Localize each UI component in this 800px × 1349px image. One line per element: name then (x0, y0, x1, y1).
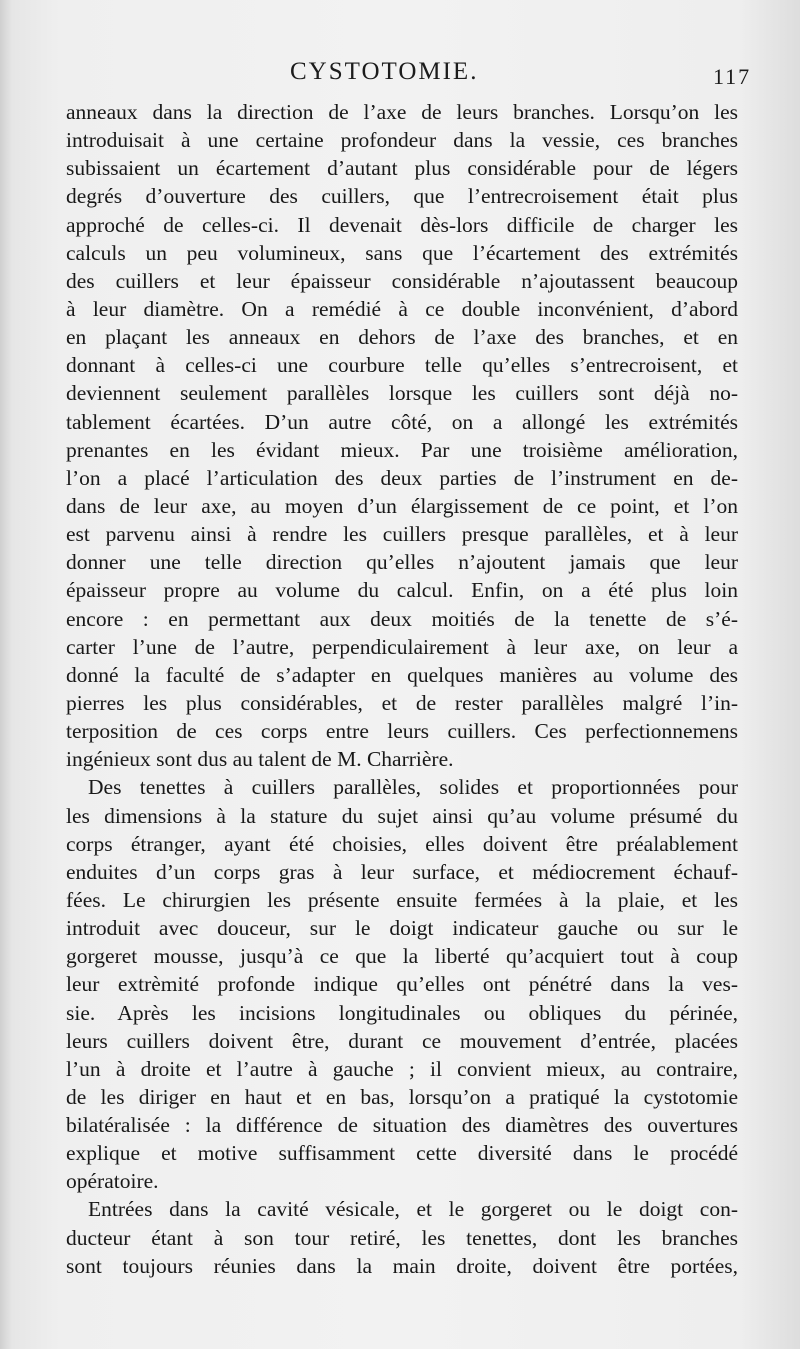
text-line: en plaçant les anneaux en dehors de l’axe des branches, et en (66, 325, 738, 350)
text-line: ingénieux sont dus au talent de M. Charrière. (66, 747, 454, 772)
text-line: terposition de ces corps entre leurs cuillers. Ces perfectionnemens (66, 719, 738, 744)
text-line: enduites d’un corps gras à leur surface, et médiocrement échauf- (66, 859, 738, 884)
text-line: calculs un peu volumineux, sans que l’écartement des extrémités (66, 240, 738, 265)
text-line: tablement écartées. D’un autre côté, on a allongé les extrémités (66, 409, 738, 434)
text-line: Des tenettes à cuillers parallèles, solides et proportionnées pour (88, 775, 738, 800)
text-line: opératoire. (66, 1169, 159, 1194)
text-line: encore : en permettant aux deux moitiés de la tenette de s’é- (66, 606, 738, 631)
text-line: dans de leur axe, au moyen d’un élargissement de ce point, et l’on (66, 493, 738, 518)
text-line: anneaux dans la direction de l’axe de leurs branches. Lorsqu’on les (66, 100, 738, 124)
text-line: ducteur étant à son tour retiré, les tenettes, dont les branches (66, 1225, 738, 1250)
text-line: introduisait à une certaine profondeur dans la vessie, ces branches (66, 128, 738, 153)
running-title: CYSTOTOMIE. (290, 58, 479, 85)
text-line: leurs cuillers doivent être, durant ce mouvement d’entrée, placées (66, 1028, 738, 1053)
text-line: est parvenu ainsi à rendre les cuillers presque parallèles, et à leur (66, 522, 738, 547)
text-line: bilatéralisée : la différence de situation des diamètres des ouvertures (66, 1113, 738, 1138)
paragraph-2 (66, 773, 738, 1195)
text-line: épaisseur propre au volume du calcul. Enfin, on a été plus loin (66, 578, 738, 603)
text-line: fées. Le chirurgien les présente ensuite fermées à la plaie, et les (66, 887, 738, 912)
text-line: deviennent seulement parallèles lorsque les cuillers sont déjà no- (66, 381, 738, 406)
page-number: 117 (713, 64, 752, 89)
text-line: les dimensions à la stature du sujet ainsi qu’au volume présumé du (66, 803, 738, 828)
text-line: carter l’une de l’autre, perpendiculairement à leur axe, on leur a (66, 634, 738, 659)
text-line: degrés d’ouverture des cuillers, que l’entrecroisement était plus (66, 184, 738, 209)
text-line: sie. Après les incisions longitudinales ou obliques du périnée, (66, 1000, 738, 1025)
text-line: approché de celles-ci. Il devenait dès-lors difficile de charger les (66, 212, 738, 237)
text-line: Entrées dans la cavité vésicale, et le gorgeret ou le doigt con- (88, 1197, 738, 1222)
text-line: gorgeret mousse, jusqu’à ce que la liberté qu’acquiert tout à coup (66, 944, 738, 969)
text-line: pierres les plus considérables, et de rester parallèles malgré l’in- (66, 690, 738, 715)
text-line: de les diriger en haut et en bas, lorsqu’on a pratiqué la cystotomie (66, 1084, 738, 1109)
text-line: corps étranger, ayant été choisies, elles doivent être préalablement (66, 831, 738, 856)
text-line: explique et motive suffisamment cette diversité dans le procédé (66, 1141, 738, 1166)
text-line: prenantes en les évidant mieux. Par une troisième amélioration, (66, 437, 738, 462)
paragraph-3 (66, 1195, 738, 1279)
paragraph-1 (66, 98, 738, 773)
text-line: leur extrèmité profonde indique qu’elles ont pénétré dans la ves- (66, 972, 738, 997)
text-line: subissaient un écartement d’autant plus considérable pour de légers (66, 156, 738, 181)
text-line: donner une telle direction qu’elles n’ajoutent jamais que leur (66, 550, 738, 575)
text-line: donné la faculté de s’adapter en quelques manières au volume des (66, 662, 738, 687)
text-line: l’un à droite et l’autre à gauche ; il convient mieux, au contraire, (66, 1056, 738, 1081)
page-header (0, 58, 800, 98)
text-line: des cuillers et leur épaisseur considérable n’ajoutassent beaucoup (66, 268, 738, 293)
body-text (66, 98, 738, 1280)
text-line: l’on a placé l’articulation des deux parties de l’instrument en de- (66, 465, 738, 490)
text-line: introduit avec douceur, sur le doigt indicateur gauche ou sur le (66, 916, 738, 941)
text-line: sont toujours réunies dans la main droite, doivent être portées, (66, 1253, 738, 1278)
text-line: à leur diamètre. On a remédié à ce double inconvénient, d’abord (66, 296, 738, 321)
text-line: donnant à celles-ci une courbure telle qu’elles s’entrecroisent, et (66, 353, 738, 378)
